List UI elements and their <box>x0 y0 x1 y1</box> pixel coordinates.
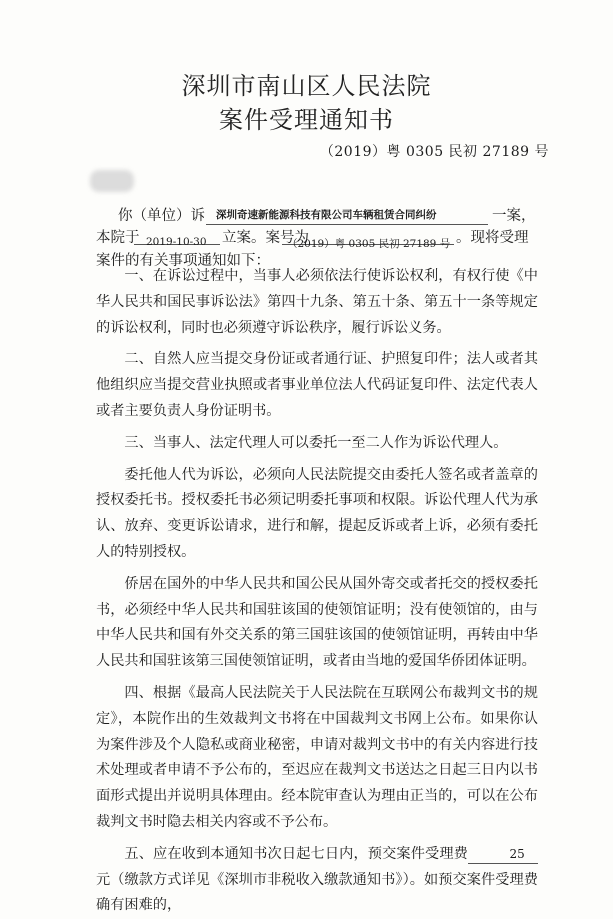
paragraph-identity: 二、自然人应当提交身份证或者通行证、护照复印件；法人或者其他组织应当提交营业执照或者事业单位法人代码证复印件、法定代表人或者主要负责人身份证明书。 <box>96 351 538 419</box>
court-name: 深圳市南山区人民法院 <box>181 72 432 100</box>
paragraph-publication: 四、根据《最高人民法院关于人民法院在互联网公布裁判文书的规定》，本院作出的生效裁判文书将在中国裁判文书网上公布。如果你认为案件涉及个人隐私或商业秘密，申请对裁判文书中的有关内容进行技术处理或者申请不予公布的，至迟应在裁判文书送达之日起三日内以书面形式提出并说明具体理由。经本院审查认为理由正当的，可以在公布裁判文书时隐去相关内容或不予公布。 <box>96 684 538 830</box>
intro-line-2: 案件的有关事项通知如下： <box>96 253 270 269</box>
defendant-and-cause: 深圳奇速新能源科技有限公司车辆租赁合同纠纷 <box>216 209 437 221</box>
document-title: 案件受理通知书 <box>219 106 394 134</box>
paragraph-rights: 一、在诉讼过程中，当事人必须依法行使诉讼权利，有权行使《中华人民共和国民事诉讼法》第四十九条、第五十条、第五十一条等规定的诉讼权利，同时也必须遵守诉讼秩序，履行诉讼义务。 <box>96 268 538 336</box>
paragraph-agents: 三、当事人、法定代理人可以委托一至二人作为诉讼代理人。 <box>124 434 508 451</box>
intro-label-filed: 立案。案号为 <box>222 230 309 246</box>
intro-label-case: 一案， <box>492 208 536 224</box>
case-number-inline: （2019）粤 0305 民初 27189 号 <box>287 238 451 250</box>
fee-text-before: 五、应在收到本通知书次日起七日内，预交案件受理费 <box>124 845 468 862</box>
paragraph-fee <box>96 842 538 919</box>
fee-text-after: 元（缴款方式详见《深圳市非税收入缴款通知书》）。如预交案件受理费确有困难的， <box>96 871 538 914</box>
fee-amount: 25 <box>468 845 538 864</box>
redacted-plaintiff <box>90 170 134 192</box>
case-number-header: （2019）粤 0305 民初 27189 号 <box>319 144 549 160</box>
defendant-underline <box>206 224 488 225</box>
notice-body <box>96 264 538 919</box>
intro-label-court-on: 本院于 <box>96 230 140 246</box>
paragraph-power-of-attorney: 委托他人代为诉讼，必须向人民法院提交由委托人签名或者盖章的授权委托书。授权委托书必须记明委托事项和权限。诉讼代理人代为承认、放弃、变更诉讼请求，进行和解，提起反诉或者上诉，必须有委托人的特别授权。 <box>96 466 538 560</box>
intro-label-you: 你（单位）诉 <box>118 208 205 224</box>
intro-label-notice: 。现将受理 <box>456 230 529 246</box>
filing-date: 2019-10-30 <box>146 236 207 248</box>
paragraph-overseas: 侨居在国外的中华人民共和国公民从国外寄交或者托交的授权委托书，必须经中华人民共和国驻该国的使领馆证明；没有使领馆的，由与中华人民共和国有外交关系的第三国驻该国的使领馆证明，再转由中华人民共和国驻该第三国使领馆证明，或者由当地的爱国华侨团体证明。 <box>96 575 538 670</box>
